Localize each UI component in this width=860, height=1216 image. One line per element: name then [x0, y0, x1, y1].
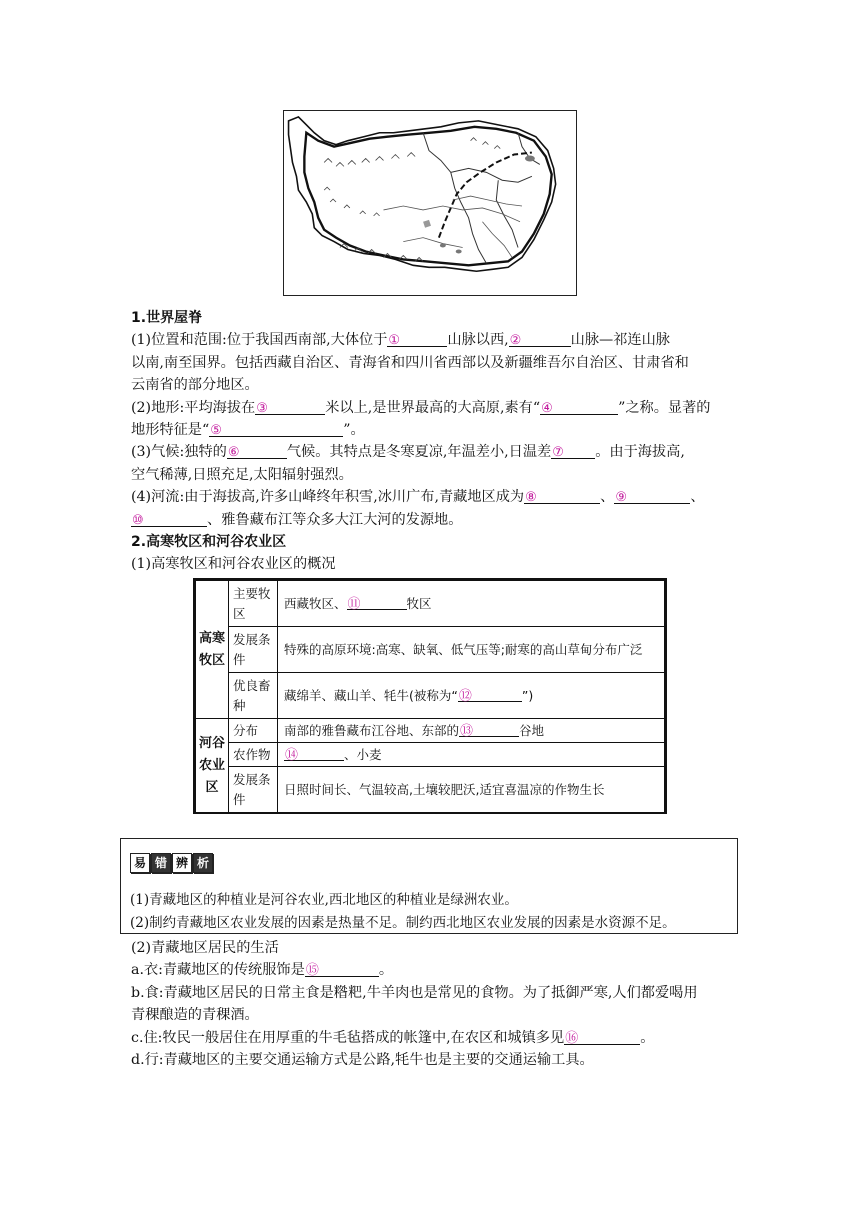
table-cell: 西藏牧区、⑪ 牧区	[278, 581, 665, 627]
group-label-pastoral: 高寒牧区	[196, 581, 229, 719]
answer-blank-14[interactable]: ⑭	[284, 745, 344, 761]
lake	[525, 156, 535, 162]
lake	[456, 249, 462, 253]
answer-blank-8[interactable]: ⑧	[524, 486, 600, 504]
qinghai-tibet-map	[283, 110, 577, 296]
map-drawing	[284, 111, 576, 295]
badge-char: 析	[193, 853, 213, 873]
answer-blank-4[interactable]: ④	[540, 397, 618, 415]
section-2-subheading: (1)高寒牧区和河谷农业区的概况	[131, 556, 336, 573]
answer-blank-16[interactable]: ⑯	[564, 1027, 640, 1045]
lake	[423, 220, 431, 228]
answer-blank-12[interactable]: ⑫	[458, 686, 522, 702]
item-clothing: a.衣:青藏地区的传统服饰是⑮ 。	[131, 959, 741, 981]
paragraph-climate-cont: 空气稀薄,日照充足,太阳辐射强烈。	[131, 466, 353, 483]
item-housing: c.住:牧民一般居住在用厚重的牛毛毡搭成的帐篷中,在农区和城镇多见⑯ 。	[131, 1027, 741, 1049]
group-label-valley: 河谷农业区	[196, 719, 229, 813]
river	[403, 238, 462, 248]
section-residents-life	[131, 937, 741, 1071]
row-label: 农作物	[229, 743, 278, 767]
answer-blank-5[interactable]: ⑤	[209, 419, 343, 437]
residents-subheading: (2)青藏地区居民的生活	[131, 940, 279, 956]
paragraph-rivers: (4)河流:由于海拔高,许多山峰终年积雪,冰川广布,青藏地区成为⑧ 、⑨ 、	[131, 486, 731, 508]
common-errors-box	[120, 838, 738, 934]
table-cell: 南部的雅鲁藏布江谷地、东部的⑬ 谷地	[278, 719, 665, 743]
badge-char: 错	[151, 853, 171, 873]
answer-blank-6[interactable]: ⑥	[227, 441, 287, 459]
province-border	[423, 133, 486, 264]
note-line-2: (2)制约青藏地区农业发展的因素是热量不足。制约西北地区农业发展的因素是水资源不足。	[130, 915, 676, 931]
section-1	[131, 307, 731, 576]
answer-blank-1[interactable]: ①	[387, 329, 447, 347]
row-label: 发展条件	[229, 627, 278, 673]
note-line-1: (1)青藏地区的种植业是河谷农业,西北地区的种植业是绿洲农业。	[130, 892, 518, 908]
answer-blank-13[interactable]: ⑬	[459, 721, 519, 737]
province-border	[451, 168, 532, 182]
section-1-heading: 1.世界屋脊	[131, 310, 203, 326]
agriculture-table	[193, 578, 667, 814]
row-label: 分布	[229, 719, 278, 743]
answer-blank-11[interactable]: ⑪	[347, 594, 407, 610]
item-food: b.食:青藏地区居民的日常主食是糌粑,牛羊肉也是常见的食物。为了抵御严寒,人们都爱喝用	[131, 984, 698, 1001]
answer-blank-2[interactable]: ②	[509, 329, 571, 347]
paragraph-location: (1)位置和范围:位于我国西南部,大体位于① 山脉以西,② 山脉—祁连山脉	[131, 329, 731, 351]
answer-blank-15[interactable]: ⑮	[305, 959, 379, 977]
paragraph-location-cont: 云南省的部分地区。	[131, 377, 259, 394]
paragraph-terrain: (2)地形:平均海拔在③ 米以上,是世界最高的大高原,素有“④ ”之称。显著的	[131, 397, 731, 419]
lake	[440, 244, 446, 248]
answer-blank-9[interactable]: ⑨	[614, 486, 690, 504]
row-label: 优良畜种	[229, 673, 278, 719]
province-border	[496, 180, 518, 247]
badge-char: 易	[130, 853, 150, 873]
common-errors-badge	[130, 853, 213, 873]
answer-blank-3[interactable]: ③	[255, 397, 325, 415]
note-text	[130, 889, 676, 935]
answer-blank-7[interactable]: ⑦	[551, 441, 595, 459]
table-cell: ⑭ 、小麦	[278, 743, 665, 767]
section-2-heading: 2.高寒牧区和河谷农业区	[131, 534, 287, 551]
mountain-marks	[324, 138, 500, 262]
table-cell: 日照时间长、气温较高,土壤较肥沃,适宜喜温凉的作物生长	[278, 767, 665, 813]
paragraph-rivers-cont: ⑩ 、雅鲁藏布江等众多大江大河的发源地。	[131, 509, 731, 531]
answer-blank-10[interactable]: ⑩	[131, 509, 207, 527]
table-cell: 特殊的高原环境:高寒、缺氧、低气压等;耐寒的高山草甸分布广泛	[278, 627, 665, 673]
river	[384, 206, 521, 222]
item-transport: d.行:青藏地区的主要交通运输方式是公路,牦牛也是主要的交通运输工具。	[131, 1052, 594, 1069]
table-cell: 藏绵羊、藏山羊、牦牛(被称为“⑫ ”)	[278, 673, 665, 719]
river	[482, 222, 512, 258]
row-label: 发展条件	[229, 767, 278, 813]
paragraph-terrain-cont: 地形特征是“⑤ ”。	[131, 419, 731, 441]
item-food-cont: 青稞酿造的青稞酒。	[131, 1007, 259, 1024]
badge-char: 辨	[172, 853, 192, 873]
river	[453, 196, 522, 206]
paragraph-climate: (3)气候:独特的⑥ 气候。其特点是冬寒夏凉,年温差小,日温差⑦ 。由于海拔高,	[131, 441, 731, 463]
row-label: 主要牧区	[229, 581, 278, 627]
paragraph-location-cont: 以南,南至国界。包括西藏自治区、青海省和四川省西部以及新疆维吾尔自治区、甘肃省和	[131, 354, 689, 371]
region-outline	[289, 117, 556, 271]
